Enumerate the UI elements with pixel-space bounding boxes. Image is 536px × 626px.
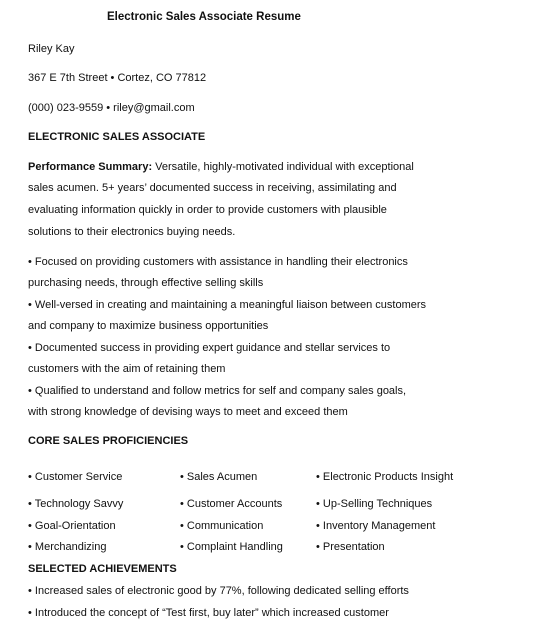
proficiency-row — [28, 497, 528, 511]
bullet-line-6: customers with the aim of retaining them — [28, 363, 226, 375]
proficiencies-heading: CORE SALES PROFICIENCIES — [28, 435, 189, 447]
summary-label: Performance Summary: — [28, 161, 153, 173]
contact-address: 367 E 7th Street • Cortez, CO 77812 — [28, 72, 207, 84]
bullet-line-7: • Qualified to understand and follow metrics for self and company sales goals, — [28, 385, 407, 397]
bullet-line-8: with strong knowledge of devising ways to meet and exceed them — [28, 406, 348, 418]
proficiency-item: • Technology Savvy — [28, 498, 124, 510]
achievements-heading: SELECTED ACHIEVEMENTS — [28, 563, 177, 575]
proficiency-row — [28, 519, 528, 533]
proficiency-item: • Customer Service — [28, 471, 123, 483]
proficiency-item: • Merchandizing — [28, 541, 107, 553]
summary-line-1 — [28, 160, 414, 174]
contact-name: Riley Kay — [28, 43, 75, 55]
proficiency-item: • Complaint Handling — [180, 541, 283, 553]
proficiency-item: • Up-Selling Techniques — [316, 498, 433, 510]
proficiency-item: • Goal-Orientation — [28, 520, 116, 532]
proficiency-item: • Customer Accounts — [180, 498, 283, 510]
proficiency-item: • Presentation — [316, 541, 385, 553]
achievement-item: • Increased sales of electronic good by 77%, following dedicated selling efforts — [28, 585, 409, 597]
bullet-line-1: • Focused on providing customers with assistance in handling their electronics — [28, 256, 408, 268]
resume-title: Electronic Sales Associate Resume — [107, 11, 301, 23]
summary-line-3: evaluating information quickly in order to provide customers with plausible — [28, 204, 387, 216]
summary-line-4: solutions to their electronics buying needs. — [28, 226, 236, 238]
proficiency-item: • Communication — [180, 520, 264, 532]
proficiency-item: • Electronic Products Insight — [316, 471, 454, 483]
summary-line-2: sales acumen. 5+ years’ documented success in receiving, assimilating and — [28, 182, 397, 194]
summary-text-1: Versatile, highly-motivated individual with exceptional — [152, 161, 414, 173]
achievement-item: • Introduced the concept of “Test first, buy later” which increased customer — [28, 607, 389, 619]
bullet-line-2: purchasing needs, through effective selling skills — [28, 277, 264, 289]
proficiency-item: • Sales Acumen — [180, 471, 258, 483]
proficiency-row — [28, 540, 528, 554]
bullet-line-3: • Well-versed in creating and maintaining a meaningful liaison between customers — [28, 299, 427, 311]
contact-phone-email: (000) 023-9559 • riley@gmail.com — [28, 102, 195, 114]
proficiency-item: • Inventory Management — [316, 520, 436, 532]
proficiency-row — [28, 470, 528, 484]
bullet-line-5: • Documented success in providing expert guidance and stellar services to — [28, 342, 391, 354]
bullet-line-4: and company to maximize business opportunities — [28, 320, 269, 332]
headline: ELECTRONIC SALES ASSOCIATE — [28, 131, 206, 143]
